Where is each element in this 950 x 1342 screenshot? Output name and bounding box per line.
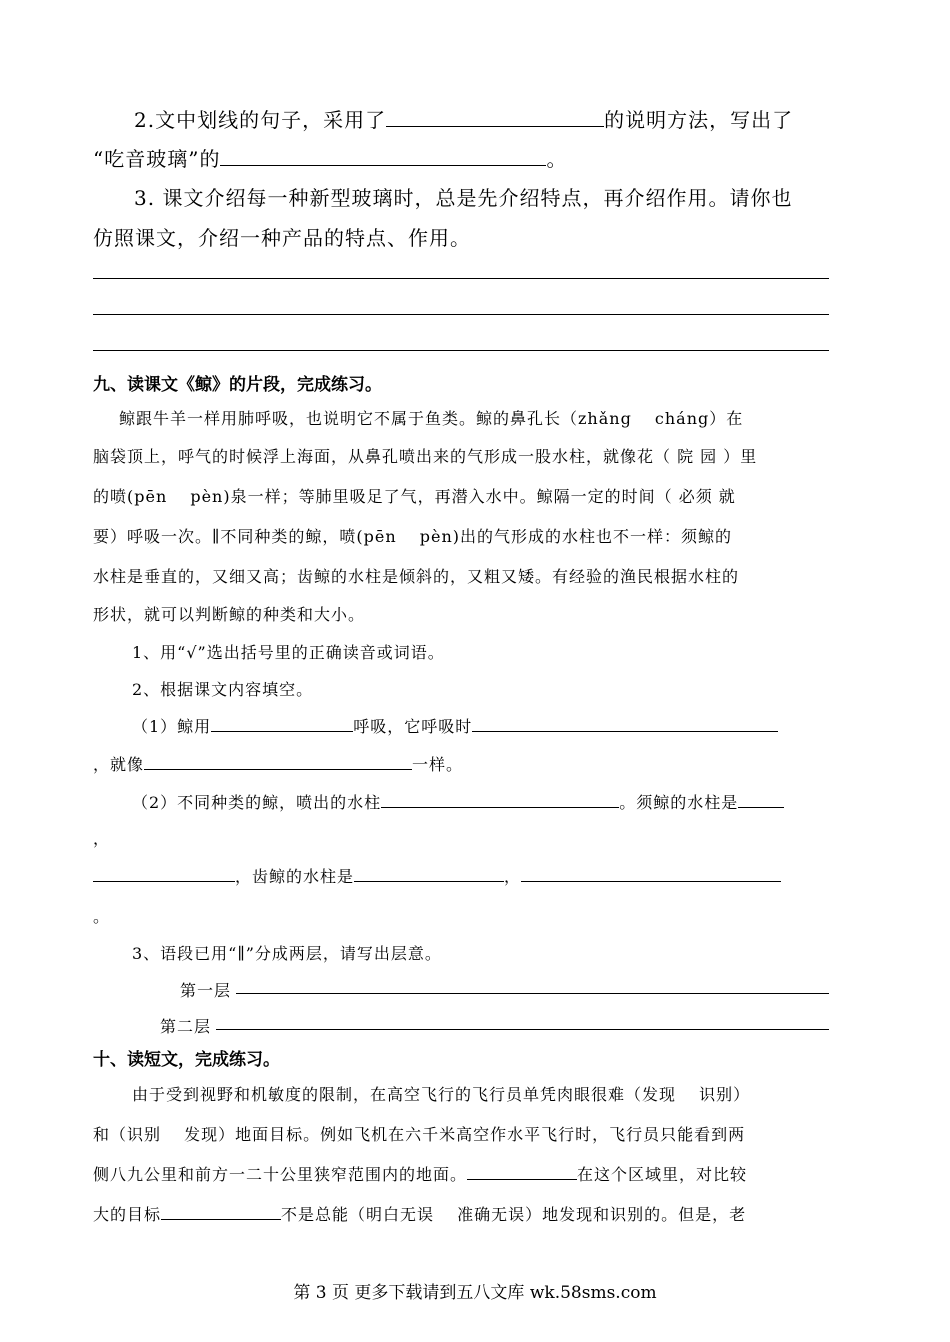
layer-2-answer-line[interactable] xyxy=(216,1029,829,1030)
fill-2-line2: ，齿鲸的水柱是 ， xyxy=(93,864,781,887)
answer-line[interactable] xyxy=(93,278,829,279)
answer-blank[interactable] xyxy=(386,106,604,127)
layer-2-label: 第二层 xyxy=(160,1017,212,1036)
passage-line: 鲸跟牛羊一样用肺呼吸，也说明它不属于鱼类。鲸的鼻孔长（zhǎng cháng）在 xyxy=(119,409,744,428)
page-footer: 第 3 页 更多下载请到五八文库 wk.58sms.com xyxy=(293,1283,657,1303)
question-1: 1、用“√”选出括号里的正确读音或词语。 xyxy=(132,643,445,662)
fill-1-line2: ，就像 一样。 xyxy=(93,755,464,774)
passage-line: 和（识别 发现）地面目标。例如飞机在六千米高空作水平飞行时，飞行员只能看到两 xyxy=(93,1125,746,1144)
section-9-title: 九、读课文《鲸》的片段，完成练习。 xyxy=(93,375,382,395)
layer-1-answer-line[interactable] xyxy=(236,993,829,994)
fill-2-comma: ， xyxy=(93,829,111,848)
layer-1-label: 第一层 xyxy=(180,981,232,1000)
passage-line: 大的目标 不是总能（明白无误 准确无误）地发现和识别的。但是，老 xyxy=(93,1205,747,1224)
passage-line: 形状，就可以判断鲸的种类和大小。 xyxy=(93,605,366,624)
answer-line[interactable] xyxy=(93,314,829,315)
answer-blank[interactable] xyxy=(738,791,784,808)
q3-line1: 3. 课文介绍每一种新型玻璃时，总是先介绍特点，再介绍作用。请你也 xyxy=(134,186,793,210)
passage-line: 脑袋顶上，呼气的时候浮上海面，从鼻孔喷出来的气形成一股水柱，就像花（ 院 园 ）里 xyxy=(93,447,758,466)
answer-blank[interactable] xyxy=(354,865,504,882)
q3-line2: 仿照课文，介绍一种产品的特点、作用。 xyxy=(93,226,471,250)
fill-2-period: 。 xyxy=(93,907,111,926)
passage-line: 由于受到视野和机敏度的限制，在高空飞行的飞行员单凭肉眼很难（发现 识别） xyxy=(132,1085,751,1104)
answer-blank[interactable] xyxy=(211,715,353,732)
q2-line2: “吃音玻璃”的 。 xyxy=(93,147,568,171)
q2-line1: 2.文中划线的句子，采用了 的说明方法，写出了 xyxy=(134,108,794,132)
answer-blank[interactable] xyxy=(144,753,412,770)
passage-line: 的喷(pēn pèn)泉一样；等肺里吸足了气，再潜入水中。鲸隔一定的时间（ 必须 就 xyxy=(93,487,736,506)
passage-line: 要）呼吸一次。∥不同种类的鲸，喷(pēn pèn)出的气形成的水柱也不一样：须鲸的 xyxy=(93,527,732,546)
section-10-title: 十、读短文，完成练习。 xyxy=(93,1050,280,1070)
fill-1-line1: （1）鲸用 呼吸，它呼吸时 xyxy=(132,714,778,737)
passage-line: 侧八九公里和前方一二十公里狭窄范围内的地面。 在这个区域里，对比较 xyxy=(93,1165,748,1184)
answer-blank[interactable] xyxy=(472,715,778,732)
fill-2-line1: （2）不同种类的鲸，喷出的水柱 。须鲸的水柱是 xyxy=(132,790,784,813)
answer-blank[interactable] xyxy=(381,791,619,808)
answer-blank[interactable] xyxy=(93,865,235,882)
answer-blank[interactable] xyxy=(467,1163,577,1180)
answer-blank[interactable] xyxy=(521,865,781,882)
answer-blank[interactable] xyxy=(220,145,546,166)
answer-blank[interactable] xyxy=(161,1203,281,1220)
question-3: 3、语段已用“∥”分成两层，请写出层意。 xyxy=(132,944,442,963)
question-2: 2、根据课文内容填空。 xyxy=(132,680,314,699)
answer-line[interactable] xyxy=(93,350,829,351)
passage-line: 水柱是垂直的，又细又高；齿鲸的水柱是倾斜的，又粗又矮。有经验的渔民根据水柱的 xyxy=(93,567,740,586)
